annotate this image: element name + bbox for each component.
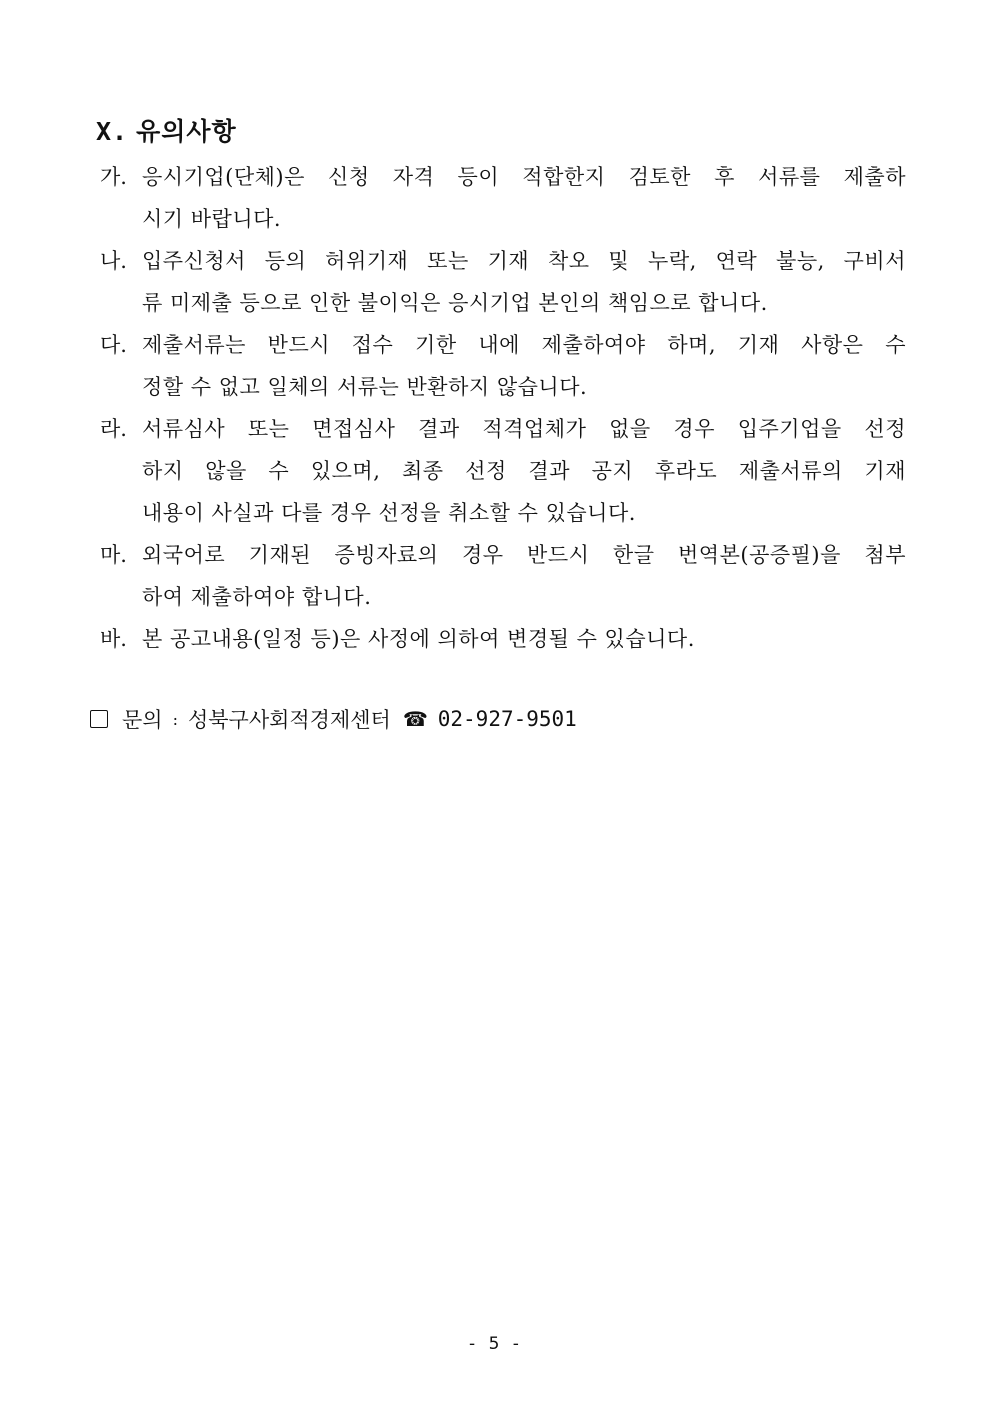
- checkbox-icon: [90, 710, 108, 728]
- page-number: - 5 -: [469, 1334, 523, 1354]
- list-item-line: 입주신청서 등의 허위기재 또는 기재 착오 및 누락, 연락 불능, 구비서: [142, 249, 906, 273]
- contact-phone-number: 02-927-9501: [437, 707, 577, 731]
- list-item-marker: 라.: [100, 417, 127, 441]
- list-item-line: 내용이 사실과 다를 경우 선정을 취소할 수 있습니다.: [142, 501, 636, 525]
- list-item: [100, 408, 906, 534]
- list-item-text: [142, 618, 906, 660]
- list-item-marker: 다.: [100, 333, 127, 357]
- list-item-line: 하여 제출하여야 합니다.: [142, 585, 372, 609]
- list-item-line: 제출서류는 반드시 접수 기한 내에 제출하여야 하며, 기재 사항은 수: [142, 333, 906, 357]
- list-item-text: [142, 408, 906, 534]
- contact-line: [90, 704, 577, 734]
- list-item-text: [142, 156, 906, 240]
- list-item-marker: 바.: [100, 627, 127, 651]
- list-item-line: 정할 수 없고 일체의 서류는 반환하지 않습니다.: [142, 375, 588, 399]
- contact-label: 문의: [122, 708, 163, 732]
- list-item: [100, 324, 906, 408]
- list-item-marker: 가.: [100, 165, 127, 189]
- contact-organization: 성북구사회적경제센터: [187, 708, 391, 732]
- list-item: [100, 240, 906, 324]
- list-item-line: 응시기업(단체)은 신청 자격 등이 적합한지 검토한 후 서류를 제출하: [142, 165, 906, 189]
- list-item: [100, 156, 906, 240]
- list-item-line: 류 미제출 등으로 인한 불이익은 응시기업 본인의 책임으로 합니다.: [142, 291, 768, 315]
- notice-list: [100, 156, 906, 660]
- list-item-line: 서류심사 또는 면접심사 결과 적격업체가 없을 경우 입주기업을 선정: [142, 417, 906, 441]
- list-item-marker: 마.: [100, 543, 127, 567]
- list-item-line: 외국어로 기재된 증빙자료의 경우 반드시 한글 번역본(공증필)을 첨부: [142, 543, 906, 567]
- telephone-icon: ☎: [402, 707, 428, 731]
- contact-separator: :: [172, 709, 178, 729]
- list-item-line: 본 공고내용(일정 등)은 사정에 의하여 변경될 수 있습니다.: [142, 627, 695, 651]
- list-item-line: 하지 않을 수 있으며, 최종 선정 결과 공지 후라도 제출서류의 기재: [142, 459, 906, 483]
- list-item-text: [142, 240, 906, 324]
- list-item-marker: 나.: [100, 249, 127, 273]
- list-item: [100, 618, 906, 660]
- list-item-line: 시기 바랍니다.: [142, 207, 282, 231]
- list-item: [100, 534, 906, 618]
- section-heading: [96, 112, 237, 148]
- section-numeral: X.: [96, 117, 129, 146]
- list-item-text: [142, 534, 906, 618]
- section-title-text: 유의사항: [136, 117, 237, 146]
- list-item-text: [142, 324, 906, 408]
